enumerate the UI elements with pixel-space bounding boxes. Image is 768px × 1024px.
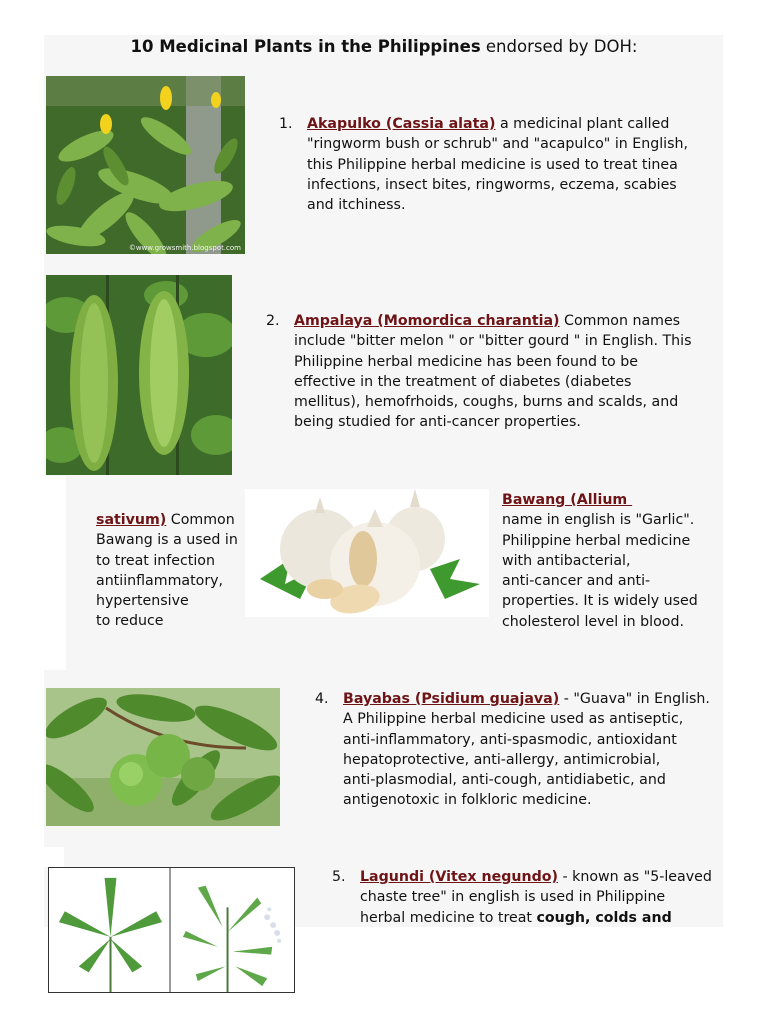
bawang-text-right <box>502 490 698 632</box>
text-line: cholesterol level in blood. <box>502 613 684 630</box>
text-line: herbal medicine to treat <box>360 909 537 926</box>
text-line: Philippine herbal medicine has been found to be <box>294 353 638 370</box>
entry-number: 5. <box>332 869 346 885</box>
text-line: anti-plasmodial, anti-cough, antidiabetic, and <box>343 772 666 789</box>
akapulko-photo <box>46 76 245 254</box>
text-line: chaste tree" in english is used in Philippine <box>360 889 666 906</box>
text-line: Philippine herbal medicine <box>502 532 691 549</box>
text-line: effective in the treatment of diabetes (diabetes <box>294 373 632 390</box>
bold-text: cough, colds and <box>536 909 672 926</box>
page-title <box>0 37 768 57</box>
text-line: antiinflammatory, <box>96 572 224 589</box>
ampalaya-text <box>294 311 691 433</box>
text-line: hepatoprotective, anti-allergy, antimicrobial, <box>343 751 661 768</box>
sheet-gap <box>300 927 723 1024</box>
text-line: include "bitter melon " or "bitter gourd " in English. This <box>294 333 692 350</box>
text-line: infections, insect bites, ringworms, eczema, scabies <box>307 176 677 193</box>
sheet-gap <box>44 847 64 867</box>
text-line: Bawang is a used in <box>96 532 238 549</box>
ampalaya-link[interactable]: Ampalaya (Momordica charantia) <box>294 313 560 329</box>
text-line: - "Guava" in English. <box>559 691 710 707</box>
title-rest: endorsed by DOH: <box>480 37 638 56</box>
entry-number: 1. <box>279 116 293 132</box>
akapulko-text <box>307 114 688 215</box>
bayabas-link[interactable]: Bayabas (Psidium guajava) <box>343 691 560 707</box>
text-line: to reduce <box>96 613 164 630</box>
text-line: to treat infection <box>96 552 215 569</box>
bawang-link-part2[interactable]: sativum) <box>96 512 167 528</box>
text-line: properties. It is widely used <box>502 593 698 610</box>
text-line: anti-inflammatory, anti-spasmodic, antioxidant <box>343 731 677 748</box>
text-line: - known as "5-leaved <box>557 869 712 885</box>
bawang-photo <box>245 489 489 617</box>
text-line: antigenotoxic in folkloric medicine. <box>343 792 592 809</box>
text-line: name in english is "Garlic". <box>502 512 695 529</box>
photo-watermark: ©www.growsmith.blogspot.com <box>128 244 241 252</box>
lagundi-photo <box>48 867 295 993</box>
lagundi-link[interactable]: Lagundi (Vitex negundo) <box>360 869 558 885</box>
text-line: A Philippine herbal medicine used as antiseptic, <box>343 711 684 728</box>
text-line: this Philippine herbal medicine is used to treat tinea <box>307 156 678 173</box>
lagundi-text <box>360 867 712 928</box>
text-line: mellitus), hemofrhoids, coughs, burns and scalds, and <box>294 394 679 411</box>
text-line: anti-cancer and anti- <box>502 573 651 590</box>
title-bold: 10 Medicinal Plants in the Philippines <box>130 37 481 56</box>
bawang-link-part1[interactable]: Bawang (Allium <box>502 492 633 508</box>
bayabas-text <box>343 689 710 811</box>
entry-number: 4. <box>315 691 329 707</box>
text-line: Common names <box>559 313 681 329</box>
text-line: a medicinal plant called <box>495 116 670 132</box>
sheet-gap <box>44 476 66 670</box>
text-line: hypertensive <box>96 593 189 610</box>
entry-number: 2. <box>266 313 280 329</box>
text-line: with antibacterial, <box>502 552 631 569</box>
text-line: "ringworm bush or schrub" and "acapulco" in English, <box>307 136 689 153</box>
text-line: being studied for anti-cancer properties. <box>294 414 581 431</box>
text-line: and itchiness. <box>307 197 406 214</box>
ampalaya-photo <box>46 275 232 475</box>
bayabas-photo <box>46 688 280 826</box>
text-line: Common <box>166 512 235 528</box>
akapulko-link[interactable]: Akapulko (Cassia alata) <box>307 116 496 132</box>
bawang-text-left <box>96 510 238 632</box>
